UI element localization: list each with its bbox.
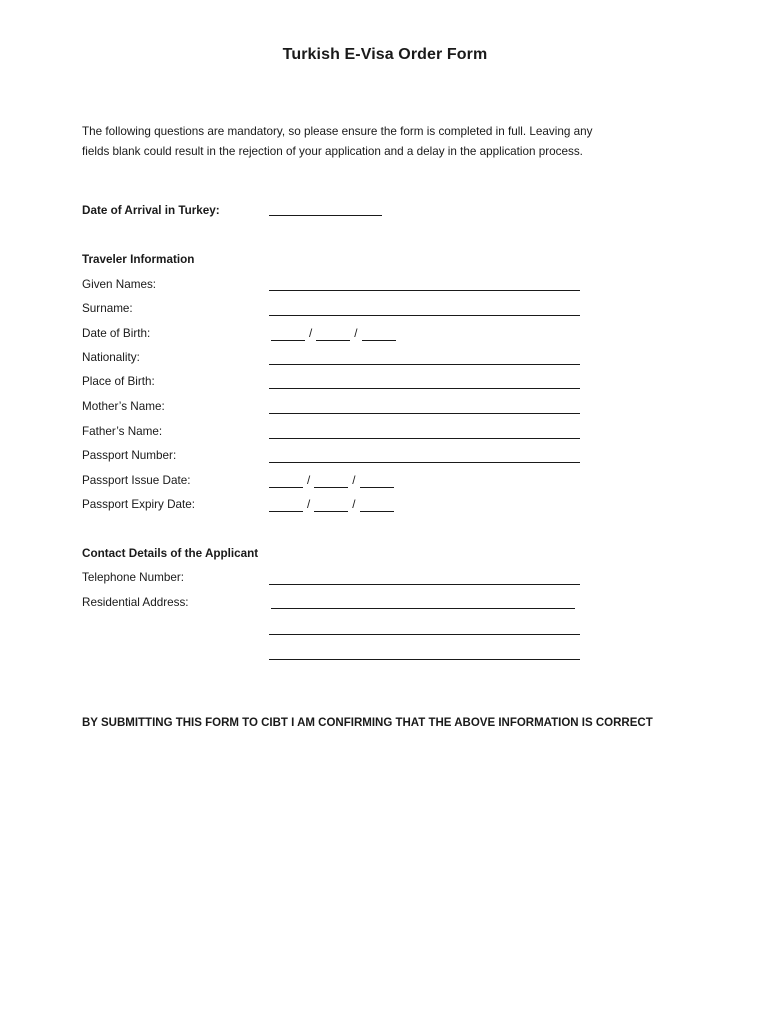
date-separator: /: [352, 498, 356, 511]
date-separator: /: [309, 327, 313, 340]
arrival-date-field[interactable]: [269, 215, 382, 216]
intro-line-1: The following questions are mandatory, so please ensure the form is completed in full. Leaving any: [82, 125, 593, 138]
telephone-label: Telephone Number:: [82, 571, 185, 584]
fathers-name-field[interactable]: [269, 438, 580, 439]
date-separator: /: [307, 474, 311, 487]
passport-number-label: Passport Number:: [82, 449, 177, 462]
place-of-birth-label: Place of Birth:: [82, 375, 155, 388]
expiry-month-field[interactable]: [314, 499, 348, 512]
nationality-label: Nationality:: [82, 351, 140, 364]
dob-month-field[interactable]: [316, 328, 350, 341]
dob-day-field[interactable]: [271, 328, 305, 341]
telephone-field[interactable]: [269, 584, 580, 585]
intro-text: [82, 122, 682, 161]
arrival-date-label: Date of Arrival in Turkey:: [82, 204, 220, 217]
date-separator: /: [307, 498, 311, 511]
issue-year-field[interactable]: [360, 475, 394, 488]
surname-label: Surname:: [82, 302, 133, 315]
address-field-line-2[interactable]: [269, 634, 580, 635]
passport-expiry-date-label: Passport Expiry Date:: [82, 498, 196, 511]
dob-year-field[interactable]: [362, 328, 396, 341]
surname-field[interactable]: [269, 315, 580, 316]
date-of-birth-field[interactable]: [271, 327, 396, 341]
issue-month-field[interactable]: [314, 475, 348, 488]
nationality-field[interactable]: [269, 364, 580, 365]
fathers-name-label: Father’s Name:: [82, 425, 163, 438]
intro-line-2: fields blank could result in the rejection of your application and a delay in the application process.: [82, 144, 583, 158]
issue-day-field[interactable]: [269, 475, 303, 488]
mothers-name-label: Mother’s Name:: [82, 400, 165, 413]
given-names-label: Given Names:: [82, 278, 157, 291]
passport-number-field[interactable]: [269, 462, 580, 463]
address-label: Residential Address:: [82, 596, 189, 609]
contact-section-heading: Contact Details of the Applicant: [82, 547, 259, 560]
address-field-line-1[interactable]: [271, 608, 575, 609]
passport-expiry-date-field[interactable]: [269, 498, 394, 512]
date-separator: /: [354, 327, 358, 340]
confirmation-statement: BY SUBMITTING THIS FORM TO CIBT I AM CONFIRMING THAT THE ABOVE INFORMATION IS CORRECT: [82, 717, 653, 729]
form-title: Turkish E-Visa Order Form: [282, 46, 488, 63]
given-names-field[interactable]: [269, 290, 580, 291]
traveler-section-heading: Traveler Information: [82, 253, 195, 266]
passport-issue-date-label: Passport Issue Date:: [82, 474, 191, 487]
address-field-line-3[interactable]: [269, 659, 580, 660]
date-of-birth-label: Date of Birth:: [82, 327, 151, 340]
passport-issue-date-field[interactable]: [269, 474, 394, 488]
place-of-birth-field[interactable]: [269, 388, 580, 389]
expiry-year-field[interactable]: [360, 499, 394, 512]
mothers-name-field[interactable]: [269, 413, 580, 414]
date-separator: /: [352, 474, 356, 487]
expiry-day-field[interactable]: [269, 499, 303, 512]
